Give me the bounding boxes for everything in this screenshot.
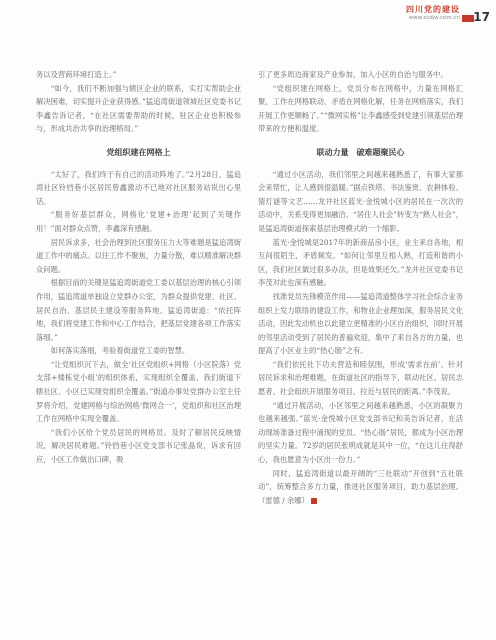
page-number: 17 bbox=[473, 10, 490, 24]
paragraph: “如今，我们不断加强与辖区企业的联系，实打实帮助企业解决困难，切实提升企业获得感。”猛追湾街道领城社区党委书记李鑫告诉记者，“在社区需要帮助的时候，驻区企业也积极参与，形成共治共享的治理格局。” bbox=[36, 83, 241, 134]
paragraph-final bbox=[258, 467, 463, 508]
paragraph: 如何落实落细，考验着街道党工委的智慧。 bbox=[50, 346, 190, 356]
paragraph: “我们依托社下功夫营造和睦氛围，形成‘需求在前’、针对居民诉求和治理难题，在街道社区的指导下，联动社区、居民志愿者、社会组织开展服务项目，拉近与居民的距离。”李茂说。 bbox=[258, 359, 463, 397]
paragraph: “通过开展活动，小区邻里之间越来越熟悉，小区的凝聚力也越来越强。”蓝光·金悦城小区党支部书记和美告诉记者，在活动现场准备过程中涌现的党员、“热心肠”居民，都成为小区治理的坚实力量。72岁的居民张明成就是其中一位，“在这儿住得舒心，我也愿意为小区出一份力。” bbox=[258, 400, 463, 465]
paragraph: “让党组织沉下去，做全‘社区党组织+网格（小区院落）党支部+楼栋党小组’的组织体系，实现组织全覆盖，我们街道下辖社区、小区已实现党组织全覆盖。”街道办事处党群办公室主任罗将介绍，党建网格与综治网格‘微网合一’，党组织和社区治理工作在网格中实现全覆盖。 bbox=[36, 359, 241, 424]
paragraph: 务以及营商环境打造上。” bbox=[36, 70, 117, 79]
paragraph: “党组织建在网格上，党员分布在网格中，力量在网格汇聚，工作在网格联动，矛盾在网格化解，任务在网格落实，我们开展工作更顺畅了。”“微网实格”让李鑫感受到党建引领基层治理带来的方便和温度。 bbox=[258, 83, 463, 134]
issue-badge bbox=[462, 15, 474, 22]
paragraph: “我们小区给个党员居民的网格员。及时了解居民反映情况，解决居民难题。”铃铛巷小区党支部书记张晶说，诉求有回应，小区工作做出口碑，吸 bbox=[36, 427, 241, 465]
section-heading: 党组织建在网格上 bbox=[106, 147, 171, 157]
paragraph: “通过小区活动，我们邻里之间越来越熟悉了，有事大家都会来帮忙，让人感到很温暖。”据点铁塔、书法鉴赏、农耕体验、猜灯谜等文艺……龙井社区蓝光·金悦城小区的居民在一次次的活动中，关系变得更加融洽。“居住人社会”转变为“熟人社会”，是猛追湾街道探索基层治理模式的一个缩影。 bbox=[258, 169, 463, 233]
right-column bbox=[258, 68, 463, 507]
paragraph: 找准党员先锋模范作用——猛追湾道整体学习社会综合业务组织上发力联络的建设工作，和物业企业理加深，服务居民文化活动，因此发动机也以此建立更精准的小区自治组织，同时开展的邻里活动受到了居民的普遍欢迎，集中了来自各方的力量，也提高了小区业主的“热心肠”之有。 bbox=[258, 291, 463, 356]
end-mark-icon bbox=[311, 498, 317, 504]
left-column bbox=[36, 68, 241, 467]
page-header bbox=[0, 0, 496, 56]
magazine-title: 四川党的建设 bbox=[406, 5, 460, 14]
paragraph: 引了更多周边商家及产业参加，加入小区的自治与服务中。 bbox=[258, 70, 448, 79]
paragraph: “太好了，我们终于有自己的活动阵地了。”2月28日，猛追湾社区铃铛巷小区居民曾鑫激动不已地对社区服务站说出心里话。 bbox=[36, 169, 241, 206]
paragraph: 根据目前的关键是猛追湾街道党工委以基层治理的核心引领作用，猛追湾道单独设立党群办公室，为群众提供党建、社区、居民自治、基层民主建设等服务阵地。猛追湾街道：“依托阵地，我们将党建工作和中心工作结合，把基层党建各项工作落实落细。” bbox=[36, 278, 241, 342]
magazine-url: www.scdjw.com.cn bbox=[408, 15, 460, 21]
paragraph: 居民诉求多，社会治理到社区服务压力大等难题是猛追湾街道工作中的痛点。以往工作不聚焦，力量分散，难以精准解决群众问题。 bbox=[36, 237, 241, 274]
paragraph: 蓝光·金悦城是2017年的新商品房小区，业主来自各地，相互间很陌生，矛盾频发。“如何让邻里互相人熟，打造和谐的小区，我们社区做过很多办法，但是效果还欠。”龙井社区党委书记李茂对此也深有感触。 bbox=[258, 237, 463, 288]
paragraph: “服务好基层群众，网格化‘党建+治理’起到了关键作用！”面对群众点赞，李鑫深有感触。 bbox=[36, 210, 241, 233]
section-heading: 联动力量 破难题聚民心 bbox=[316, 147, 405, 157]
paragraph-text: 同时，猛追湾街道以最开阔的“三社联动”开创到“五社联动”，统筹整合多方力量，推进社区服务项目，助力基层治理。（雷德 / 余娜） bbox=[258, 468, 463, 505]
